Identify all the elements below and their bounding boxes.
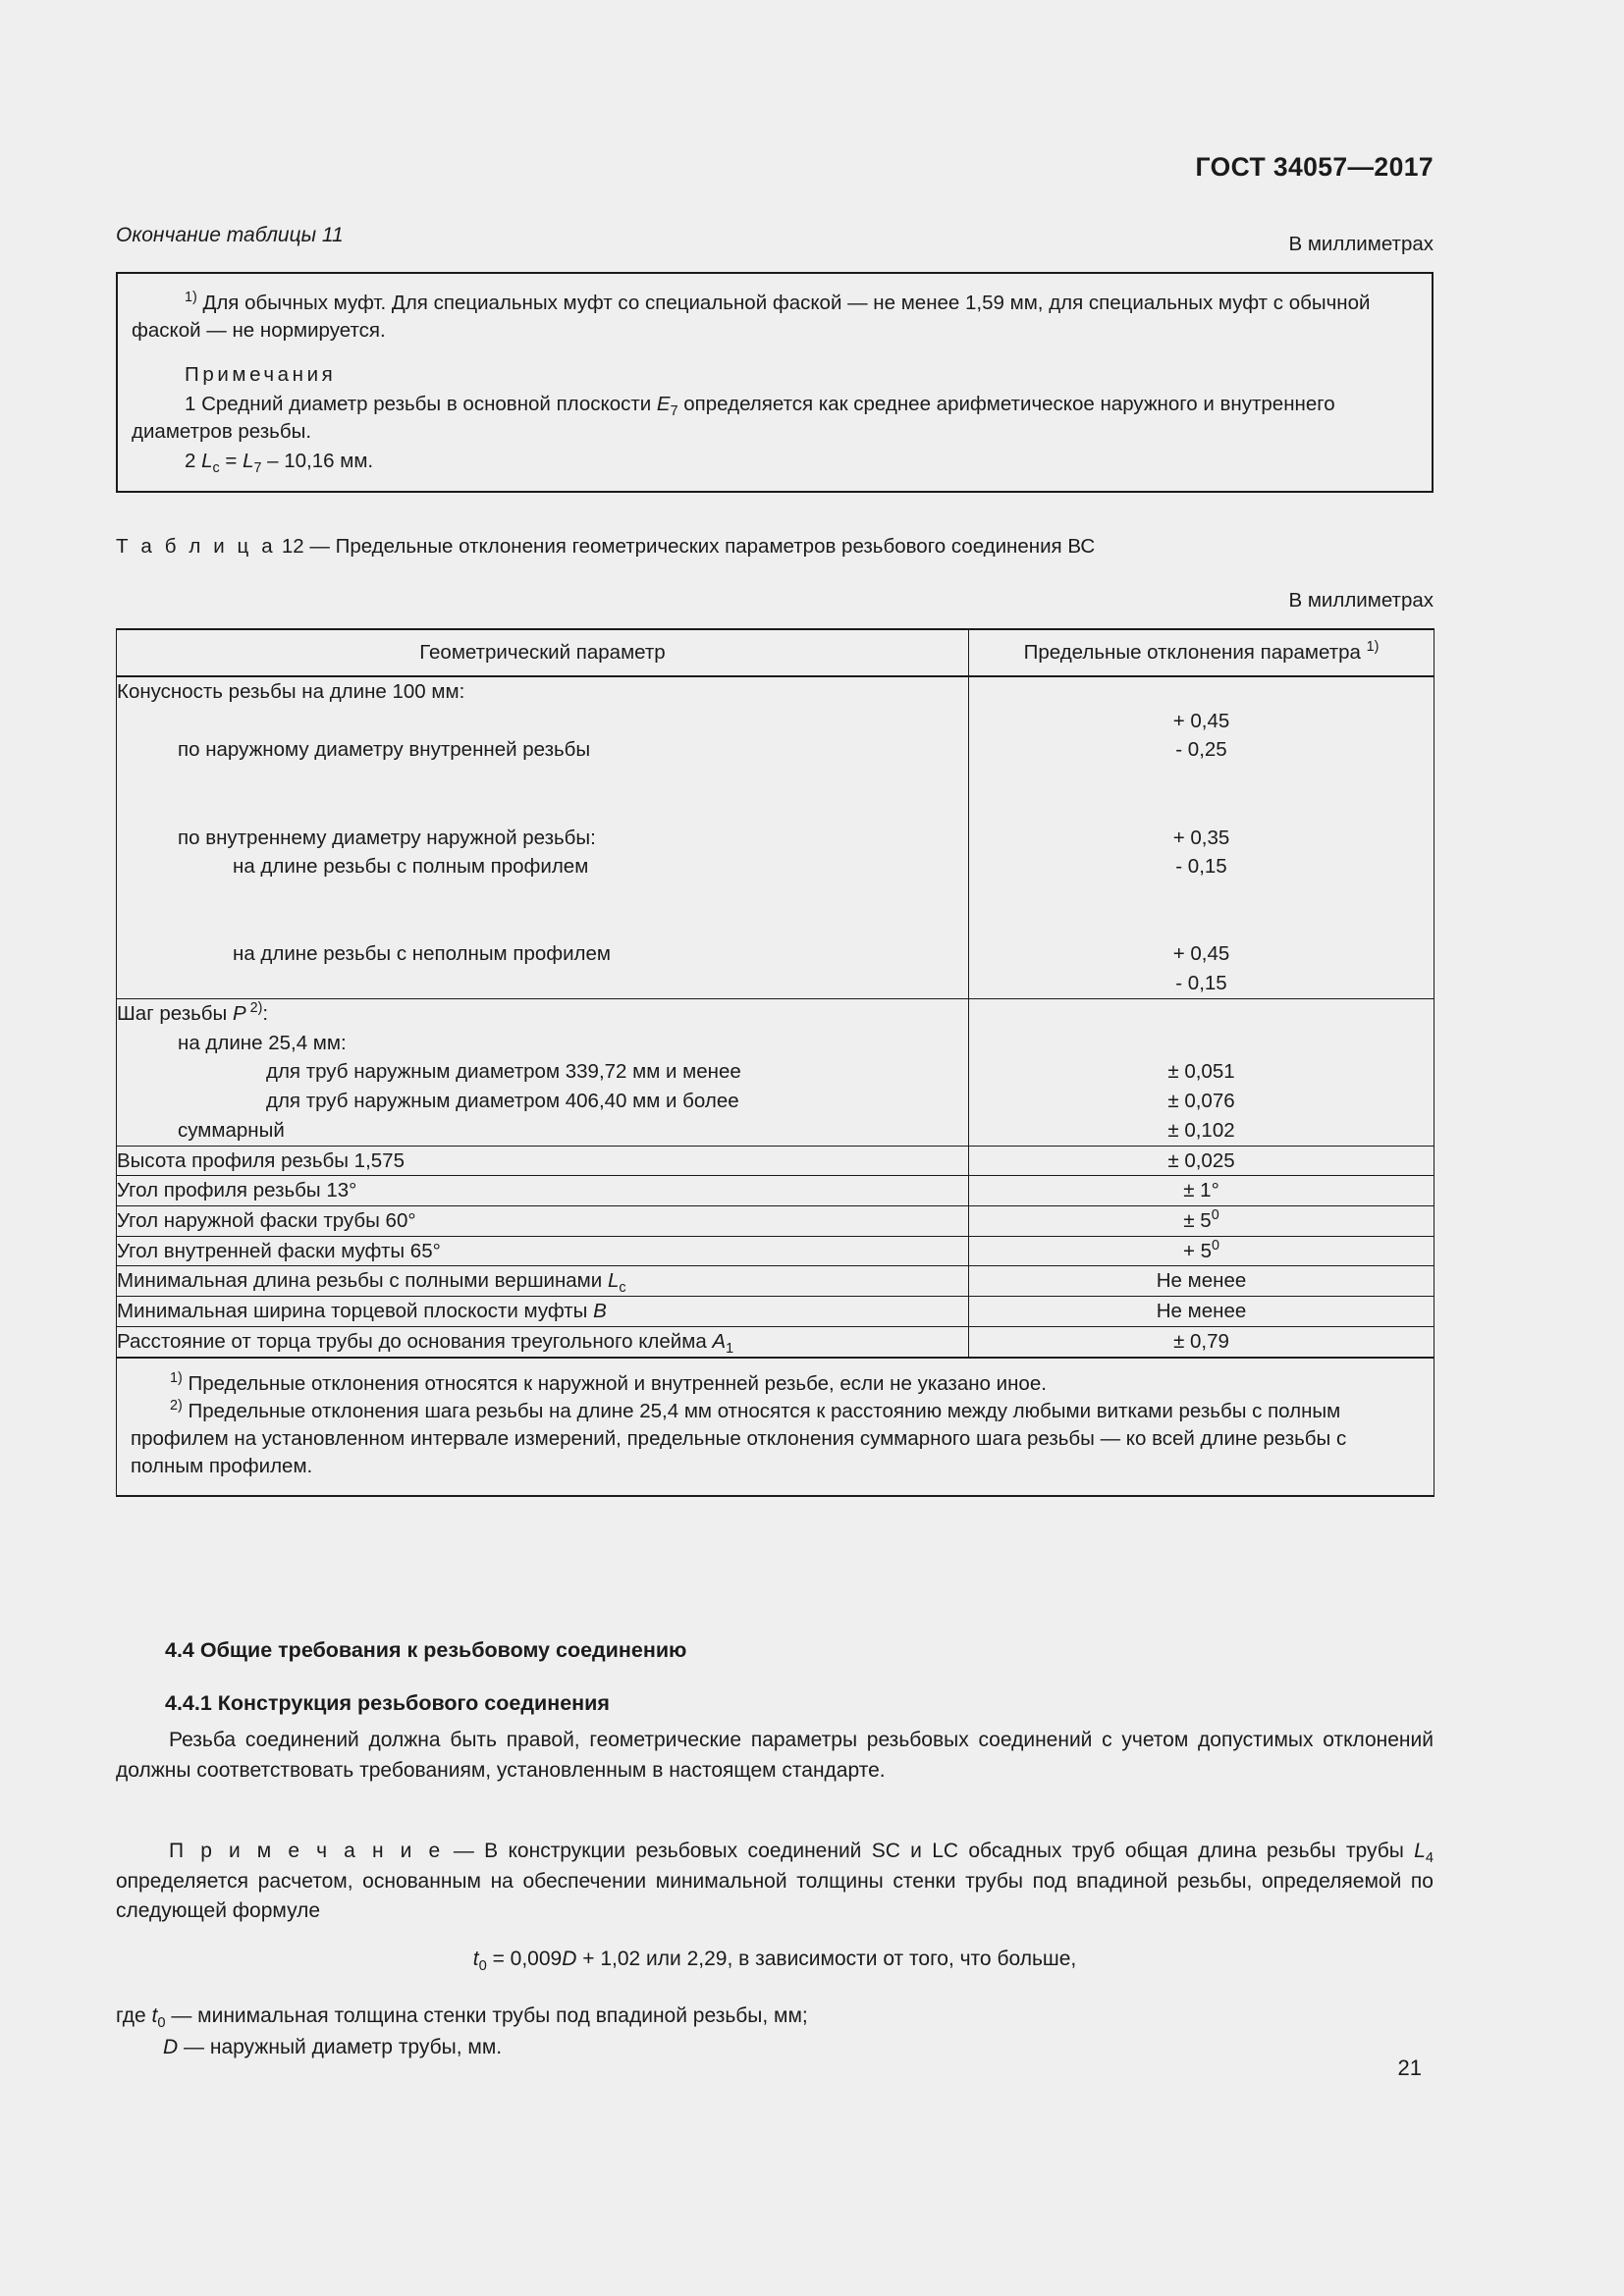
t0-symbol: t [472, 1948, 479, 1970]
dev-line: ± 0,051 [1167, 1060, 1235, 1084]
table12-header-col1: Геометрический параметр [117, 629, 969, 676]
where-line-1-text: — минимальная толщина стенки трубы под впадиной резьбы, мм; [165, 2004, 808, 2027]
note-2-tail: – 10,16 мм. [261, 450, 374, 473]
formula-line [116, 1948, 1434, 1975]
footnote-text: Предельные отклонения относятся к наружной и внутренней резьбе, если не указано иное. [182, 1371, 1047, 1395]
units-label-table12: В миллиметрах [1288, 589, 1434, 612]
where-prefix: где [116, 2004, 152, 2027]
dev-line: ± 0,076 [1167, 1090, 1235, 1113]
section-heading-4-4-1: 4.4.1 Конструкция резьбового соединения [165, 1691, 610, 1715]
table11-note-2 [132, 448, 1418, 475]
t0-symbol: t [151, 2004, 158, 2027]
param-cell: Угол внутренней фаски муфты 65° [117, 1236, 969, 1266]
d-symbol: D [562, 1948, 577, 1970]
dev-value: + 5 [1182, 1239, 1213, 1262]
param-cell: Угол профиля резьбы 13° [117, 1176, 969, 1206]
pitch-footnote-ref: 2) [245, 1000, 263, 1017]
table12-footnotes [117, 1358, 1435, 1496]
table12 [116, 628, 1435, 1497]
d-symbol: D [163, 2035, 179, 2058]
notes-heading: Примечания [185, 363, 337, 387]
note-label: П р и м е ч а н и е [169, 1840, 444, 1862]
dev-value: ± 5 [1183, 1208, 1212, 1232]
table11-footnote-1 [132, 290, 1418, 345]
dev-line: + 0,45 [1172, 942, 1230, 966]
note-2-lhs-sub: с [212, 460, 220, 477]
dev-cell: ± 0,79 [969, 1326, 1435, 1357]
dev-line: + 0,45 [1172, 709, 1230, 732]
footnote-marker: 1) [185, 290, 197, 306]
note-1-symbol: E [656, 393, 671, 416]
table-continuation-label: Окончание таблицы 11 [116, 224, 344, 246]
param-cell: Высота профиля резьбы 1,575 [117, 1146, 969, 1176]
note-2-lhs: L [201, 450, 213, 473]
where-line-2 [116, 2032, 1434, 2063]
param-line: Конусность резьбы на длине 100 мм: [117, 680, 465, 703]
table12-footnotes-row [117, 1358, 1435, 1496]
dev-superscript: 0 [1212, 1237, 1220, 1254]
table-row [117, 1326, 1435, 1357]
param-cell: Минимальная ширина торцевой плоскости муфты B [117, 1297, 969, 1327]
table12-row1-param [117, 676, 969, 998]
table-row [117, 1236, 1435, 1266]
dev-cell: Не менее [969, 1266, 1435, 1297]
param-line: Шаг резьбы P $^{2)}$: [117, 1000, 269, 1025]
l4-symbol: L [1414, 1840, 1426, 1862]
table11-note-1 [132, 391, 1418, 446]
b-symbol: B [593, 1300, 607, 1323]
note-text-2: определяется расчетом, основанным на обеспечении минимальной толщины стенки трубы под впадиной резьбы, определяемой по следующей формуле [116, 1869, 1434, 1923]
table-row [117, 1297, 1435, 1327]
dev-cell: ± 1° [969, 1176, 1435, 1206]
table-row [117, 676, 1435, 998]
note-2-rhs-sub: 7 [253, 460, 262, 477]
standard-number-header: ГОСТ 34057—2017 [1195, 152, 1434, 182]
dev-line: ± 0,102 [1167, 1118, 1235, 1142]
dev-line: + 0,35 [1172, 826, 1230, 849]
param-cell: Расстояние от торца трубы до основания треугольного клейма $A_1$ [117, 1326, 969, 1357]
table12-caption [116, 535, 1095, 559]
note-1-symbol-sub: 7 [670, 403, 678, 420]
where-block [116, 2001, 1434, 2062]
note-paragraph [116, 1837, 1434, 1927]
dev-cell: ± 0,025 [969, 1146, 1435, 1176]
dev-line: - 0,15 [1175, 972, 1227, 995]
param-cell: Угол наружной фаски трубы 60° [117, 1205, 969, 1236]
footnote-text: Для обычных муфт. Для специальных муфт со специальной фаской — не менее 1,59 мм, для специальных муфт с обычной фаской — не нормируется. [132, 292, 1371, 343]
table12-caption-word: Т а б л и ц а [116, 535, 277, 558]
units-label-table11: В миллиметрах [1288, 233, 1434, 255]
table-row [117, 1176, 1435, 1206]
table11-notes-box [116, 272, 1434, 493]
a1-symbol: A [712, 1329, 727, 1353]
table12-row2-param [117, 998, 969, 1146]
lc-symbol: L [607, 1269, 620, 1293]
dev-superscript: 0 [1211, 1207, 1219, 1224]
table12-caption-text: 12 — Предельные отклонения геометрических параметров резьбового соединения ВС [276, 535, 1096, 558]
param-line: для труб наружным диаметром 406,40 мм и более [266, 1090, 739, 1113]
footnote-marker: 2) [170, 1397, 183, 1414]
table12-header-row [117, 629, 1435, 676]
param-line: по внутреннему диаметру наружной резьбы: [178, 826, 596, 849]
note-2-number: 2 [185, 450, 202, 473]
table-row [117, 1146, 1435, 1176]
table12-row2-dev [969, 998, 1435, 1146]
note-1-rest: определяется как среднее арифметическое наружного и внутреннего диаметров резьбы. [132, 393, 1335, 444]
table-row [117, 1205, 1435, 1236]
note-2-equals: = [219, 450, 244, 473]
dev-cell [969, 1205, 1435, 1236]
param-line: по наружному диаметру внутренней резьбы [178, 738, 591, 762]
table12-row1-dev [969, 676, 1435, 998]
t0-symbol-sub: 0 [478, 1958, 487, 1975]
dev-line: - 0,25 [1175, 738, 1227, 762]
pitch-symbol: P [232, 1001, 246, 1025]
note-1-prefix: 1 Средний диаметр резьбы в основной плоскости [185, 393, 657, 416]
param-line: на длине 25,4 мм: [178, 1031, 347, 1054]
t0-symbol-sub: 0 [157, 2015, 166, 2032]
body-paragraph [116, 1726, 1434, 1786]
l4-symbol-sub: 4 [1425, 1850, 1435, 1867]
formula-rest: + 1,02 или 2,29, в зависимости от того, что больше, [576, 1948, 1077, 1970]
table-row [117, 1266, 1435, 1297]
dev-cell [969, 1236, 1435, 1266]
where-line-2-text: — наружный диаметр трубы, мм. [178, 2035, 503, 2058]
note-2-rhs: L [243, 450, 254, 473]
dev-cell: Не менее [969, 1297, 1435, 1327]
body-paragraph-text: Резьба соединений должна быть правой, геометрические параметры резьбовых соединений с учетом допустимых отклонений должны соответствовать требованиям, установленным в настоящем стандарте. [116, 1729, 1434, 1782]
table12-header-col2 [969, 629, 1435, 676]
table12-footnote-1 [131, 1370, 1420, 1398]
section-heading-4-4: 4.4 Общие требования к резьбовому соединению [165, 1638, 687, 1662]
param-line: для труб наружным диаметром 339,72 мм и менее [266, 1060, 741, 1084]
lc-symbol-sub: с [619, 1280, 626, 1297]
footnote-text: Предельные отклонения шага резьбы на длине 25,4 мм относятся к расстоянию между любыми витками резьбы с полным профилем на установленном интервале измерений, предельные отклонения суммарного шага резьбы — ко всей длине резьбы с полным профилем. [131, 1399, 1347, 1478]
where-line-1 [116, 2001, 1434, 2032]
param-line: на длине резьбы с полным профилем [233, 855, 589, 879]
formula-eq: = 0,009 [486, 1948, 563, 1970]
param-cell: Минимальная длина резьбы с полными вершинами $L_с$ [117, 1266, 969, 1297]
note-text-1: — В конструкции резьбовых соединений SC и LC обсадных труб общая длина резьбы трубы [443, 1840, 1415, 1862]
table12-footnote-2 [131, 1398, 1420, 1481]
footnote-marker: 1) [170, 1369, 183, 1386]
table12-header-col2-footnote-ref: 1) [1366, 639, 1380, 656]
dev-line: - 0,15 [1175, 855, 1227, 879]
param-line: суммарный [178, 1118, 285, 1142]
param-line: на длине резьбы с неполным профилем [233, 942, 612, 966]
a1-symbol-sub: 1 [726, 1340, 734, 1357]
page-number: 21 [1397, 2056, 1422, 2080]
table12-header-col2-text: Предельные отклонения параметра [1023, 641, 1367, 664]
table-row [117, 998, 1435, 1146]
